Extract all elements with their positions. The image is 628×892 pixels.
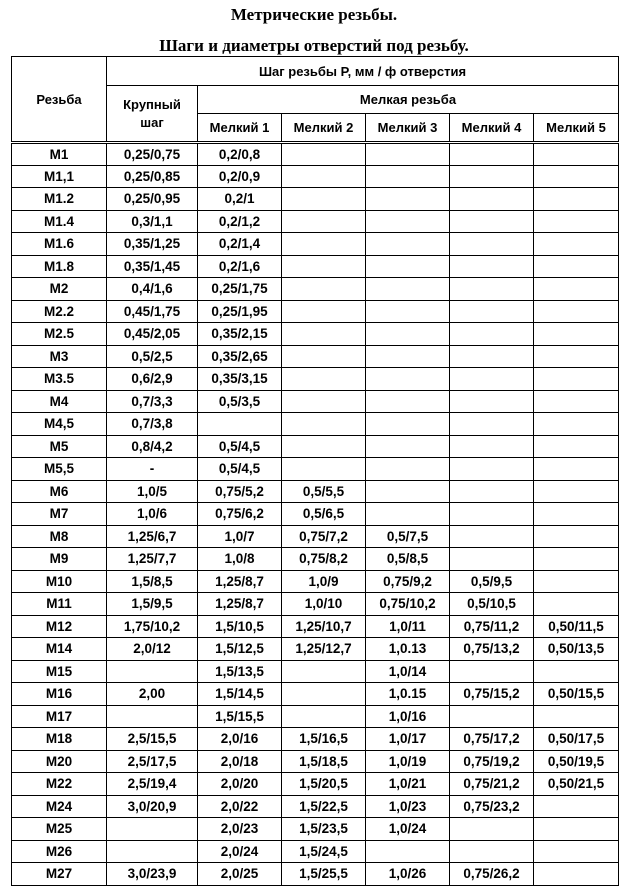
pitch-cell: 3,0/20,9: [107, 795, 198, 818]
pitch-cell: 0,75/5,2: [198, 480, 282, 503]
pitch-cell: [366, 840, 450, 863]
thread-size-cell: M2.2: [12, 300, 107, 323]
pitch-cell: 2,0/23: [198, 818, 282, 841]
pitch-cell: 0,35/3,15: [198, 368, 282, 391]
pitch-cell: 1,5/16,5: [282, 728, 366, 751]
pitch-cell: [366, 458, 450, 481]
thread-size-cell: M22: [12, 773, 107, 796]
pitch-cell: [450, 165, 534, 188]
pitch-cell: [282, 188, 366, 211]
pitch-cell: [198, 413, 282, 436]
pitch-cell: 0,45/2,05: [107, 323, 198, 346]
thread-size-cell: M5: [12, 435, 107, 458]
table-row: [12, 188, 619, 211]
thread-size-cell: M12: [12, 615, 107, 638]
pitch-cell: 0,75/23,2: [450, 795, 534, 818]
pitch-cell: 0,75/26,2: [450, 863, 534, 886]
pitch-cell: 2,5/17,5: [107, 750, 198, 773]
table-row: [12, 818, 619, 841]
pitch-cell: 1,0.13: [366, 638, 450, 661]
pitch-cell: 1,5/22,5: [282, 795, 366, 818]
header-pitch-group: Шаг резьбы P, мм / ф отверстия: [107, 57, 619, 86]
pitch-cell: [107, 705, 198, 728]
pitch-cell: 0,75/9,2: [366, 570, 450, 593]
pitch-cell: 0,25/0,95: [107, 188, 198, 211]
pitch-cell: 0,75/11,2: [450, 615, 534, 638]
header-thread: Резьба: [12, 57, 107, 143]
table-row: [12, 683, 619, 706]
page-title: Метрические резьбы.: [230, 5, 398, 24]
pitch-cell: [450, 278, 534, 301]
pitch-cell: [366, 143, 450, 166]
pitch-cell: [450, 503, 534, 526]
pitch-cell: [450, 435, 534, 458]
table-row: [12, 480, 619, 503]
pitch-cell: [282, 660, 366, 683]
pitch-cell: 1,75/10,2: [107, 615, 198, 638]
pitch-cell: [450, 840, 534, 863]
header-coarse-line1: Крупный: [123, 96, 181, 112]
pitch-cell: 0,50/13,5: [534, 638, 619, 661]
table-row: [12, 593, 619, 616]
pitch-cell: 0,75/7,2: [282, 525, 366, 548]
pitch-cell: [534, 863, 619, 886]
pitch-cell: [282, 683, 366, 706]
thread-size-cell: M14: [12, 638, 107, 661]
pitch-cell: 3,0/23,9: [107, 863, 198, 886]
pitch-cell: [534, 345, 619, 368]
pitch-cell: 0,8/4,2: [107, 435, 198, 458]
pitch-cell: [450, 323, 534, 346]
pitch-cell: 0,50/17,5: [534, 728, 619, 751]
pitch-cell: [534, 525, 619, 548]
pitch-cell: [366, 413, 450, 436]
table-row: [12, 525, 619, 548]
pitch-cell: [450, 255, 534, 278]
thread-size-cell: M11: [12, 593, 107, 616]
pitch-cell: 1,5/12,5: [198, 638, 282, 661]
pitch-cell: [450, 188, 534, 211]
pitch-cell: 1,5/18,5: [282, 750, 366, 773]
table-row: [12, 368, 619, 391]
pitch-cell: 1,25/6,7: [107, 525, 198, 548]
pitch-cell: [450, 548, 534, 571]
pitch-cell: [534, 278, 619, 301]
pitch-cell: 0,5/4,5: [198, 435, 282, 458]
table-row: [12, 278, 619, 301]
pitch-cell: 0,50/11,5: [534, 615, 619, 638]
pitch-cell: [534, 413, 619, 436]
table-row: [12, 458, 619, 481]
thread-size-cell: M16: [12, 683, 107, 706]
pitch-cell: [282, 278, 366, 301]
pitch-cell: [366, 480, 450, 503]
pitch-cell: [534, 548, 619, 571]
pitch-cell: 0,35/1,45: [107, 255, 198, 278]
thread-size-cell: M4,5: [12, 413, 107, 436]
pitch-cell: 0,2/0,9: [198, 165, 282, 188]
pitch-cell: -: [107, 458, 198, 481]
pitch-cell: 0,25/1,95: [198, 300, 282, 323]
pitch-cell: 0,4/1,6: [107, 278, 198, 301]
pitch-cell: 0,3/1,1: [107, 210, 198, 233]
table-row: [12, 210, 619, 233]
pitch-cell: 2,0/25: [198, 863, 282, 886]
pitch-cell: [282, 323, 366, 346]
pitch-cell: [450, 345, 534, 368]
pitch-cell: 0,75/10,2: [366, 593, 450, 616]
pitch-cell: 1,0/21: [366, 773, 450, 796]
header-fine-2: Мелкий 2: [282, 114, 366, 143]
table-row: [12, 660, 619, 683]
pitch-cell: 0,35/2,15: [198, 323, 282, 346]
pitch-cell: 0,5/3,5: [198, 390, 282, 413]
pitch-cell: 0,5/8,5: [366, 548, 450, 571]
thread-size-cell: M10: [12, 570, 107, 593]
pitch-cell: 0,7/3,8: [107, 413, 198, 436]
thread-size-cell: M15: [12, 660, 107, 683]
thread-size-cell: M1.4: [12, 210, 107, 233]
thread-size-cell: M20: [12, 750, 107, 773]
thread-size-cell: M3.5: [12, 368, 107, 391]
pitch-cell: 2,0/20: [198, 773, 282, 796]
thread-size-cell: M2.5: [12, 323, 107, 346]
pitch-cell: [534, 503, 619, 526]
table-row: [12, 773, 619, 796]
pitch-cell: 0,5/4,5: [198, 458, 282, 481]
pitch-cell: 0,5/5,5: [282, 480, 366, 503]
pitch-cell: [534, 143, 619, 166]
pitch-cell: 0,45/1,75: [107, 300, 198, 323]
header-fine-5: Мелкий 5: [534, 114, 619, 143]
pitch-cell: [366, 390, 450, 413]
pitch-cell: [450, 525, 534, 548]
pitch-cell: 0,25/1,75: [198, 278, 282, 301]
pitch-cell: [450, 300, 534, 323]
table-row: [12, 323, 619, 346]
pitch-cell: [366, 233, 450, 256]
pitch-cell: 1,0/24: [366, 818, 450, 841]
thread-size-cell: M1.2: [12, 188, 107, 211]
pitch-cell: [534, 368, 619, 391]
header-fine-3: Мелкий 3: [366, 114, 450, 143]
thread-table: [11, 56, 619, 886]
pitch-cell: [366, 435, 450, 458]
pitch-cell: 0,6/2,9: [107, 368, 198, 391]
pitch-cell: 0,2/0,8: [198, 143, 282, 166]
pitch-cell: 2,0/24: [198, 840, 282, 863]
pitch-cell: 0,75/8,2: [282, 548, 366, 571]
pitch-cell: [534, 188, 619, 211]
pitch-cell: 0,75/13,2: [450, 638, 534, 661]
table-row: [12, 503, 619, 526]
pitch-cell: 1,0/19: [366, 750, 450, 773]
header-fine-1: Мелкий 1: [198, 114, 282, 143]
pitch-cell: [450, 210, 534, 233]
thread-size-cell: M25: [12, 818, 107, 841]
pitch-cell: 1,0/17: [366, 728, 450, 751]
pitch-cell: [450, 390, 534, 413]
pitch-cell: [534, 210, 619, 233]
pitch-cell: 1,5/15,5: [198, 705, 282, 728]
thread-size-cell: M27: [12, 863, 107, 886]
pitch-cell: [450, 368, 534, 391]
pitch-cell: 2,00: [107, 683, 198, 706]
table-body: [12, 143, 619, 886]
table-row: [12, 615, 619, 638]
thread-size-cell: M5,5: [12, 458, 107, 481]
pitch-cell: 1,0/10: [282, 593, 366, 616]
pitch-cell: [282, 300, 366, 323]
pitch-cell: [534, 705, 619, 728]
pitch-cell: 1,0/7: [198, 525, 282, 548]
pitch-cell: [534, 840, 619, 863]
pitch-cell: 1,0.15: [366, 683, 450, 706]
thread-size-cell: M1.8: [12, 255, 107, 278]
table-row: [12, 435, 619, 458]
pitch-cell: 0,2/1: [198, 188, 282, 211]
pitch-cell: [450, 143, 534, 166]
pitch-cell: 0,75/19,2: [450, 750, 534, 773]
pitch-cell: [534, 323, 619, 346]
pitch-cell: 1,5/10,5: [198, 615, 282, 638]
table-row: [12, 233, 619, 256]
table-row: [12, 863, 619, 886]
pitch-cell: [534, 458, 619, 481]
header-fine-group: Мелкая резьба: [198, 86, 619, 114]
pitch-cell: 0,5/9,5: [450, 570, 534, 593]
pitch-cell: 0,25/0,85: [107, 165, 198, 188]
pitch-cell: [107, 840, 198, 863]
pitch-cell: [534, 390, 619, 413]
thread-size-cell: M6: [12, 480, 107, 503]
thread-size-cell: M17: [12, 705, 107, 728]
pitch-cell: 0,2/1,4: [198, 233, 282, 256]
table-row: [12, 390, 619, 413]
pitch-cell: [534, 795, 619, 818]
pitch-cell: [366, 165, 450, 188]
thread-size-cell: M3: [12, 345, 107, 368]
pitch-cell: [534, 233, 619, 256]
pitch-cell: 0,5/6,5: [282, 503, 366, 526]
pitch-cell: [282, 233, 366, 256]
pitch-cell: [282, 143, 366, 166]
pitch-cell: 1,0/16: [366, 705, 450, 728]
pitch-cell: 1,5/9,5: [107, 593, 198, 616]
pitch-cell: 0,7/3,3: [107, 390, 198, 413]
pitch-cell: 1,5/14,5: [198, 683, 282, 706]
pitch-cell: 1,5/20,5: [282, 773, 366, 796]
pitch-cell: [366, 278, 450, 301]
pitch-cell: 2,0/18: [198, 750, 282, 773]
header-coarse-line2: шаг: [140, 114, 164, 130]
pitch-cell: 1,5/24,5: [282, 840, 366, 863]
thread-size-cell: M7: [12, 503, 107, 526]
pitch-cell: 2,0/22: [198, 795, 282, 818]
pitch-cell: [366, 345, 450, 368]
pitch-cell: [366, 255, 450, 278]
table-row: [12, 795, 619, 818]
table-row: [12, 413, 619, 436]
pitch-cell: [534, 300, 619, 323]
pitch-cell: 2,5/19,4: [107, 773, 198, 796]
pitch-cell: [282, 345, 366, 368]
pitch-cell: [534, 255, 619, 278]
table-row: [12, 548, 619, 571]
pitch-cell: 0,75/17,2: [450, 728, 534, 751]
pitch-cell: 0,25/0,75: [107, 143, 198, 166]
pitch-cell: 2,5/15,5: [107, 728, 198, 751]
thread-size-cell: M1: [12, 143, 107, 166]
pitch-cell: [366, 368, 450, 391]
pitch-cell: 1,5/13,5: [198, 660, 282, 683]
pitch-cell: [107, 660, 198, 683]
pitch-cell: 1,5/23,5: [282, 818, 366, 841]
pitch-cell: 2,0/12: [107, 638, 198, 661]
pitch-cell: 0,75/21,2: [450, 773, 534, 796]
thread-size-cell: M1,1: [12, 165, 107, 188]
header-coarse: [107, 86, 198, 143]
pitch-cell: [450, 660, 534, 683]
pitch-cell: [450, 818, 534, 841]
pitch-cell: [534, 660, 619, 683]
pitch-cell: [282, 458, 366, 481]
pitch-cell: [450, 480, 534, 503]
pitch-cell: [366, 300, 450, 323]
thread-size-cell: M8: [12, 525, 107, 548]
pitch-cell: [366, 503, 450, 526]
pitch-cell: 1,0/5: [107, 480, 198, 503]
pitch-cell: 1,0/9: [282, 570, 366, 593]
pitch-cell: [534, 165, 619, 188]
table-row: [12, 750, 619, 773]
pitch-cell: 0,2/1,6: [198, 255, 282, 278]
pitch-cell: [450, 233, 534, 256]
pitch-cell: [534, 480, 619, 503]
table-row: [12, 638, 619, 661]
page-subtitle: Шаги и диаметры отверстий под резьбу.: [159, 36, 469, 55]
pitch-cell: 0,5/7,5: [366, 525, 450, 548]
pitch-cell: 0,50/19,5: [534, 750, 619, 773]
table-row: [12, 840, 619, 863]
thread-size-cell: M18: [12, 728, 107, 751]
pitch-cell: 1,25/8,7: [198, 593, 282, 616]
table-row: [12, 255, 619, 278]
pitch-cell: 0,35/2,65: [198, 345, 282, 368]
pitch-cell: 2,0/16: [198, 728, 282, 751]
table-row: [12, 570, 619, 593]
thread-size-cell: M4: [12, 390, 107, 413]
pitch-cell: [450, 705, 534, 728]
pitch-cell: [282, 255, 366, 278]
pitch-cell: [450, 413, 534, 436]
table-row: [12, 705, 619, 728]
pitch-cell: [282, 165, 366, 188]
pitch-cell: 1,0/23: [366, 795, 450, 818]
pitch-cell: 1,0/14: [366, 660, 450, 683]
pitch-cell: [534, 570, 619, 593]
thread-size-cell: M24: [12, 795, 107, 818]
pitch-cell: [534, 593, 619, 616]
pitch-cell: 1,0/11: [366, 615, 450, 638]
pitch-cell: [534, 435, 619, 458]
table-row: [12, 300, 619, 323]
thread-size-cell: M2: [12, 278, 107, 301]
pitch-cell: 1,0/8: [198, 548, 282, 571]
table-row: [12, 728, 619, 751]
pitch-cell: 0,50/21,5: [534, 773, 619, 796]
table-row: [12, 165, 619, 188]
pitch-cell: [534, 818, 619, 841]
pitch-cell: 0,5/2,5: [107, 345, 198, 368]
pitch-cell: [107, 818, 198, 841]
pitch-cell: [366, 188, 450, 211]
thread-size-cell: M9: [12, 548, 107, 571]
pitch-cell: 0,75/15,2: [450, 683, 534, 706]
pitch-cell: 1,25/12,7: [282, 638, 366, 661]
pitch-cell: 1,25/7,7: [107, 548, 198, 571]
pitch-cell: 0,2/1,2: [198, 210, 282, 233]
pitch-cell: 1,25/8,7: [198, 570, 282, 593]
pitch-cell: 0,5/10,5: [450, 593, 534, 616]
table-row: [12, 143, 619, 166]
pitch-cell: 0,50/15,5: [534, 683, 619, 706]
pitch-cell: 0,35/1,25: [107, 233, 198, 256]
pitch-cell: [282, 705, 366, 728]
pitch-cell: 0,75/6,2: [198, 503, 282, 526]
pitch-cell: 1,0/26: [366, 863, 450, 886]
table-row: [12, 345, 619, 368]
pitch-cell: 1,0/6: [107, 503, 198, 526]
pitch-cell: [366, 210, 450, 233]
pitch-cell: [282, 435, 366, 458]
header-fine-4: Мелкий 4: [450, 114, 534, 143]
pitch-cell: 1,25/10,7: [282, 615, 366, 638]
pitch-cell: [282, 210, 366, 233]
pitch-cell: [366, 323, 450, 346]
pitch-cell: [282, 390, 366, 413]
thread-size-cell: M26: [12, 840, 107, 863]
thread-size-cell: M1.6: [12, 233, 107, 256]
pitch-cell: [282, 413, 366, 436]
pitch-cell: 1,5/8,5: [107, 570, 198, 593]
pitch-cell: [450, 458, 534, 481]
pitch-cell: 1,5/25,5: [282, 863, 366, 886]
pitch-cell: [282, 368, 366, 391]
